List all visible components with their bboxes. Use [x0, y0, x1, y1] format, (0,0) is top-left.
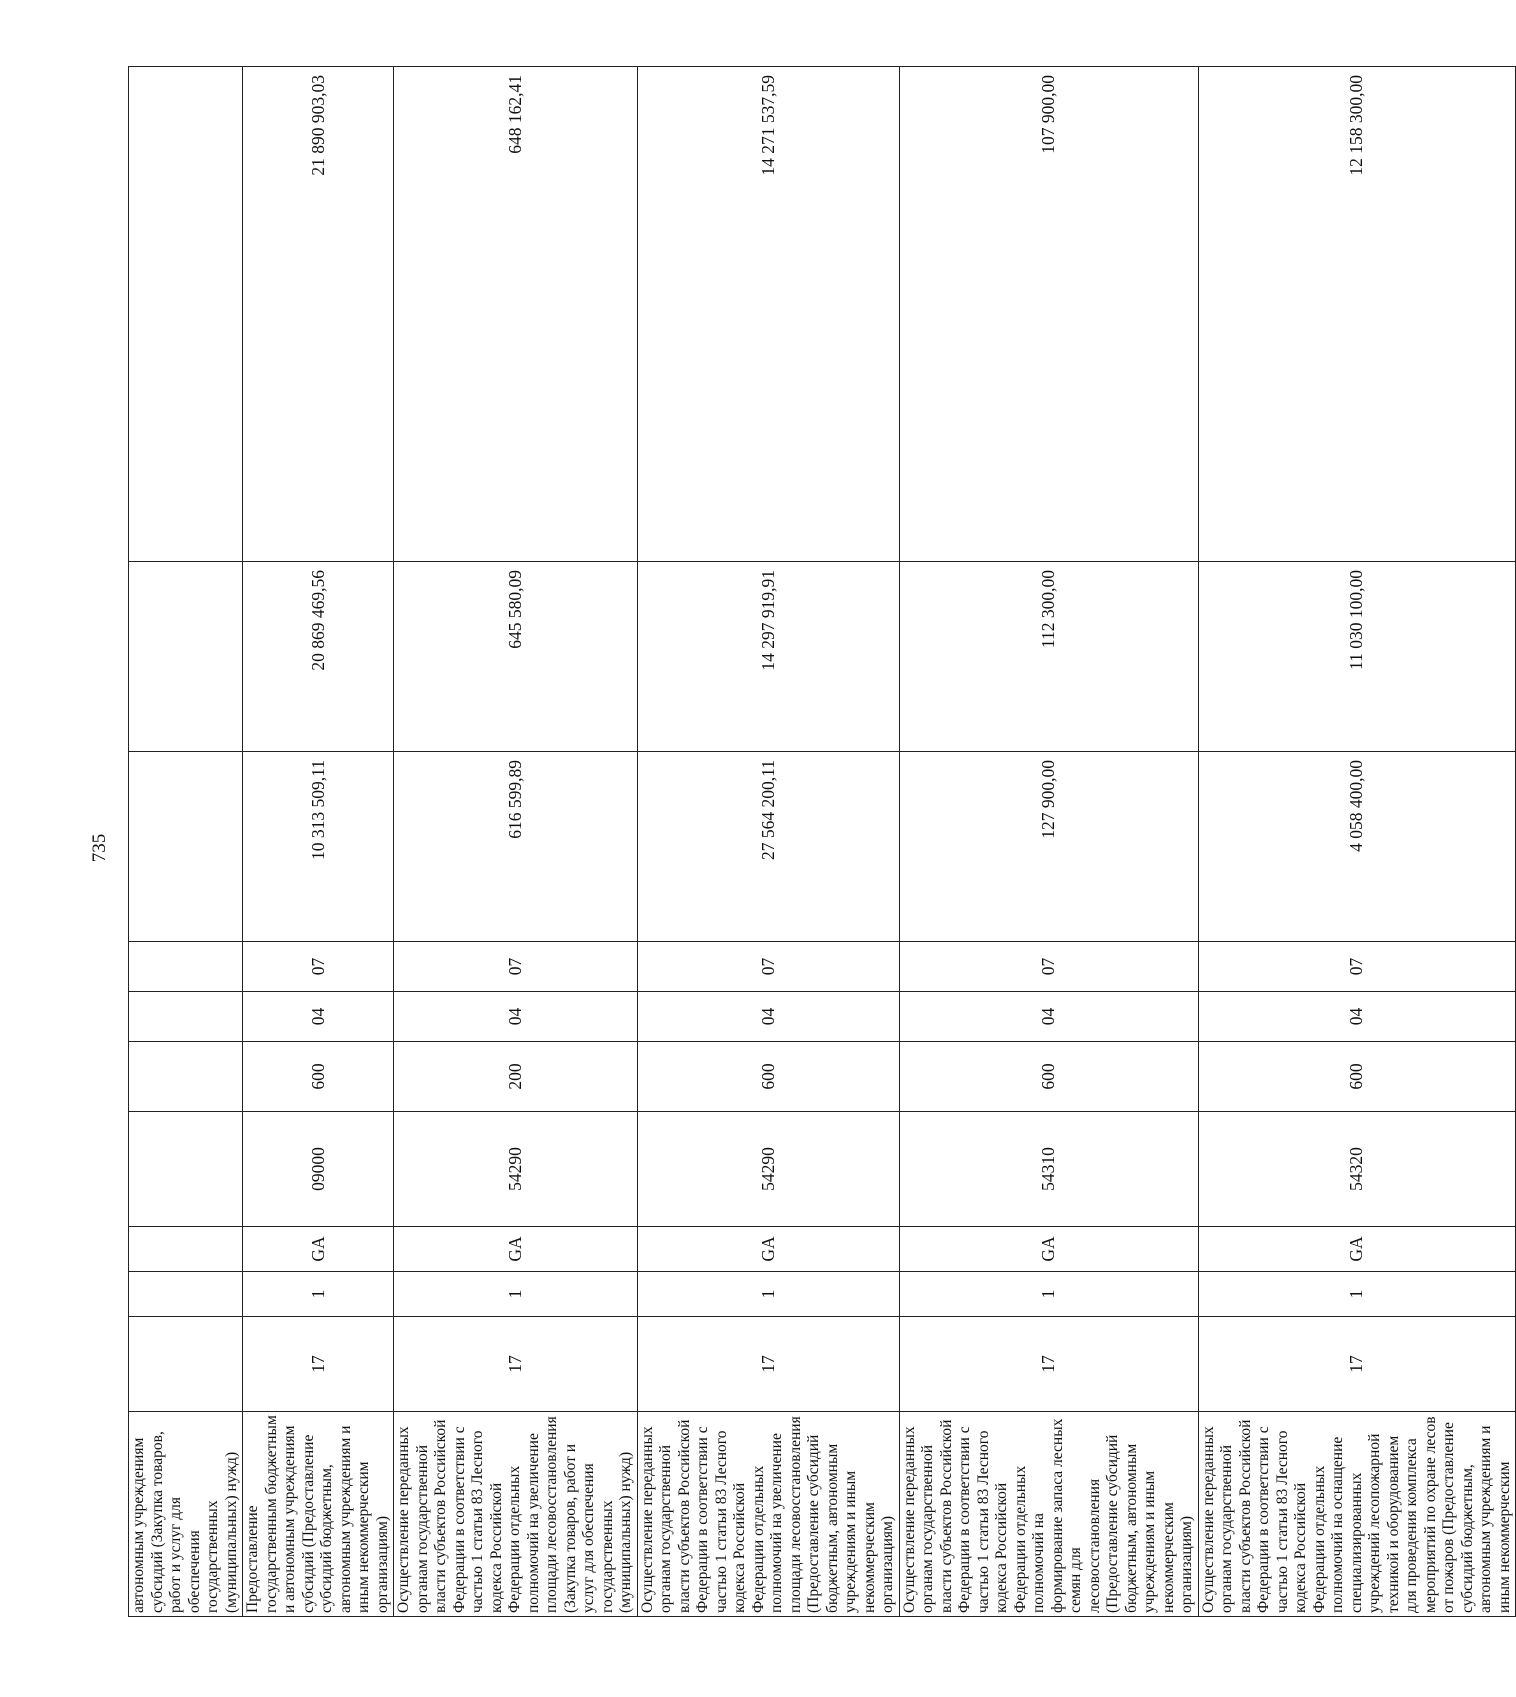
cell-c4: 54290: [637, 1112, 899, 1227]
cell-amount3: 14 271 537,59: [637, 67, 899, 562]
table-row: [394, 67, 638, 1617]
cell-c3: GA: [1198, 1227, 1516, 1272]
cell-c5: 600: [243, 1042, 394, 1112]
cell-c6: 04: [1198, 992, 1516, 1042]
cell-amount1: 4 058 400,00: [1198, 752, 1516, 942]
page-number: 735: [89, 833, 110, 863]
cell-c2: 1: [899, 1272, 1198, 1317]
cell-amount2: 645 580,09: [394, 562, 638, 752]
cell-amount2: 14 297 919,91: [637, 562, 899, 752]
budget-table-rotated: [128, 67, 1513, 1617]
cell-c7: 07: [637, 942, 899, 992]
cell-amount1: 616 599,89: [394, 752, 638, 942]
table-row: [243, 67, 394, 1617]
cell-amount2: 112 300,00: [899, 562, 1198, 752]
row-description: Осуществление переданных органам государственной власти субъектов Российской Федерации в соответствии с частью 1 статьи 83 Лесного кодекса Российской Федерации отдельных полномочий на увеличение площади лесовосстановления (Закупка товаров, работ и услуг для обеспечения государственных (муниципальных) нужд): [394, 1412, 638, 1617]
cell-amount2: 20 869 469,56: [243, 562, 394, 752]
cell-amount1: 127 900,00: [899, 752, 1198, 942]
row-description: Осуществление переданных органам государственной власти субъектов Российской Федерации в соответствии с частью 1 статьи 83 Лесного кодекса Российской Федерации отдельных полномочий на оснащение специализированных учреждений лесопожарной техникой и оборудованием для проведения комплекса мероприятий по охране лесов от пожаров (Предоставление субсидий бюджетным, автономным учреждениям и иным некоммерческим: [1198, 1412, 1516, 1617]
row-description: Осуществление переданных органам государственной власти субъектов Российской Федерации в соответствии с частью 1 статьи 83 Лесного кодекса Российской Федерации отдельных полномочий на формирование запаса лесных семян для лесовосстановления (Предоставление субсидий бюджетным, автономным учреждениям и иным некоммерческим организациям): [899, 1412, 1198, 1617]
cell-c3: [129, 1227, 243, 1272]
cell-c2: 1: [637, 1272, 899, 1317]
cell-c6: 04: [243, 992, 394, 1042]
cell-c7: [129, 942, 243, 992]
cell-amount3: 107 900,00: [899, 67, 1198, 562]
budget-table: [128, 66, 1516, 1617]
row-description: Предоставление государственным бюджетным и автономным учреждениям субсидий (Предоставление субсидий бюджетным, автономным учреждениям и иным некоммерческим организациям): [243, 1412, 394, 1617]
cell-c7: 07: [394, 942, 638, 992]
cell-amount3: 648 162,41: [394, 67, 638, 562]
table-row: [1198, 67, 1516, 1617]
cell-c4: 09000: [243, 1112, 394, 1227]
cell-c3: GA: [394, 1227, 638, 1272]
cell-c6: 04: [394, 992, 638, 1042]
row-description: Осуществление переданных органам государственной власти субъектов Российской Федерации в соответствии с частью 1 статьи 83 Лесного кодекса Российской Федерации отдельных полномочий на увеличение площади лесовосстановления (Предоставление субсидий бюджетным, автономным учреждениям и иным некоммерческим организациям): [637, 1412, 899, 1617]
cell-c6: [129, 992, 243, 1042]
cell-amount1: 27 564 200,11: [637, 752, 899, 942]
cell-c1: 17: [637, 1317, 899, 1412]
cell-amount3: 12 158 300,00: [1198, 67, 1516, 562]
cell-amount1: 10 313 509,11: [243, 752, 394, 942]
cell-c1: 17: [394, 1317, 638, 1412]
cell-c3: GA: [637, 1227, 899, 1272]
table-row: [129, 67, 243, 1617]
cell-c4: [129, 1112, 243, 1227]
cell-c6: 04: [637, 992, 899, 1042]
table-row: [637, 67, 899, 1617]
cell-c2: 1: [1198, 1272, 1516, 1317]
cell-c1: [129, 1317, 243, 1412]
cell-amount2: 11 030 100,00: [1198, 562, 1516, 752]
cell-c6: 04: [899, 992, 1198, 1042]
cell-c1: 17: [243, 1317, 394, 1412]
cell-amount3: 21 890 903,03: [243, 67, 394, 562]
cell-c2: [129, 1272, 243, 1317]
cell-c7: 07: [1198, 942, 1516, 992]
cell-c5: [129, 1042, 243, 1112]
cell-c1: 17: [899, 1317, 1198, 1412]
cell-c2: 1: [394, 1272, 638, 1317]
row-description: автономным учреждениям субсидий (Закупка товаров, работ и услуг для обеспечения государственных (муниципальных) нужд): [129, 1412, 243, 1617]
cell-c1: 17: [1198, 1317, 1516, 1412]
cell-c5: 600: [637, 1042, 899, 1112]
cell-amount2: [129, 562, 243, 752]
cell-c4: 54320: [1198, 1112, 1516, 1227]
cell-c7: 07: [243, 942, 394, 992]
cell-amount1: [129, 752, 243, 942]
cell-c5: 600: [1198, 1042, 1516, 1112]
table-row: [899, 67, 1198, 1617]
cell-c5: 200: [394, 1042, 638, 1112]
cell-c2: 1: [243, 1272, 394, 1317]
cell-c4: 54290: [394, 1112, 638, 1227]
cell-c3: GA: [243, 1227, 394, 1272]
cell-c4: 54310: [899, 1112, 1198, 1227]
cell-c7: 07: [899, 942, 1198, 992]
cell-c3: GA: [899, 1227, 1198, 1272]
cell-amount3: [129, 67, 243, 562]
cell-c5: 600: [899, 1042, 1198, 1112]
